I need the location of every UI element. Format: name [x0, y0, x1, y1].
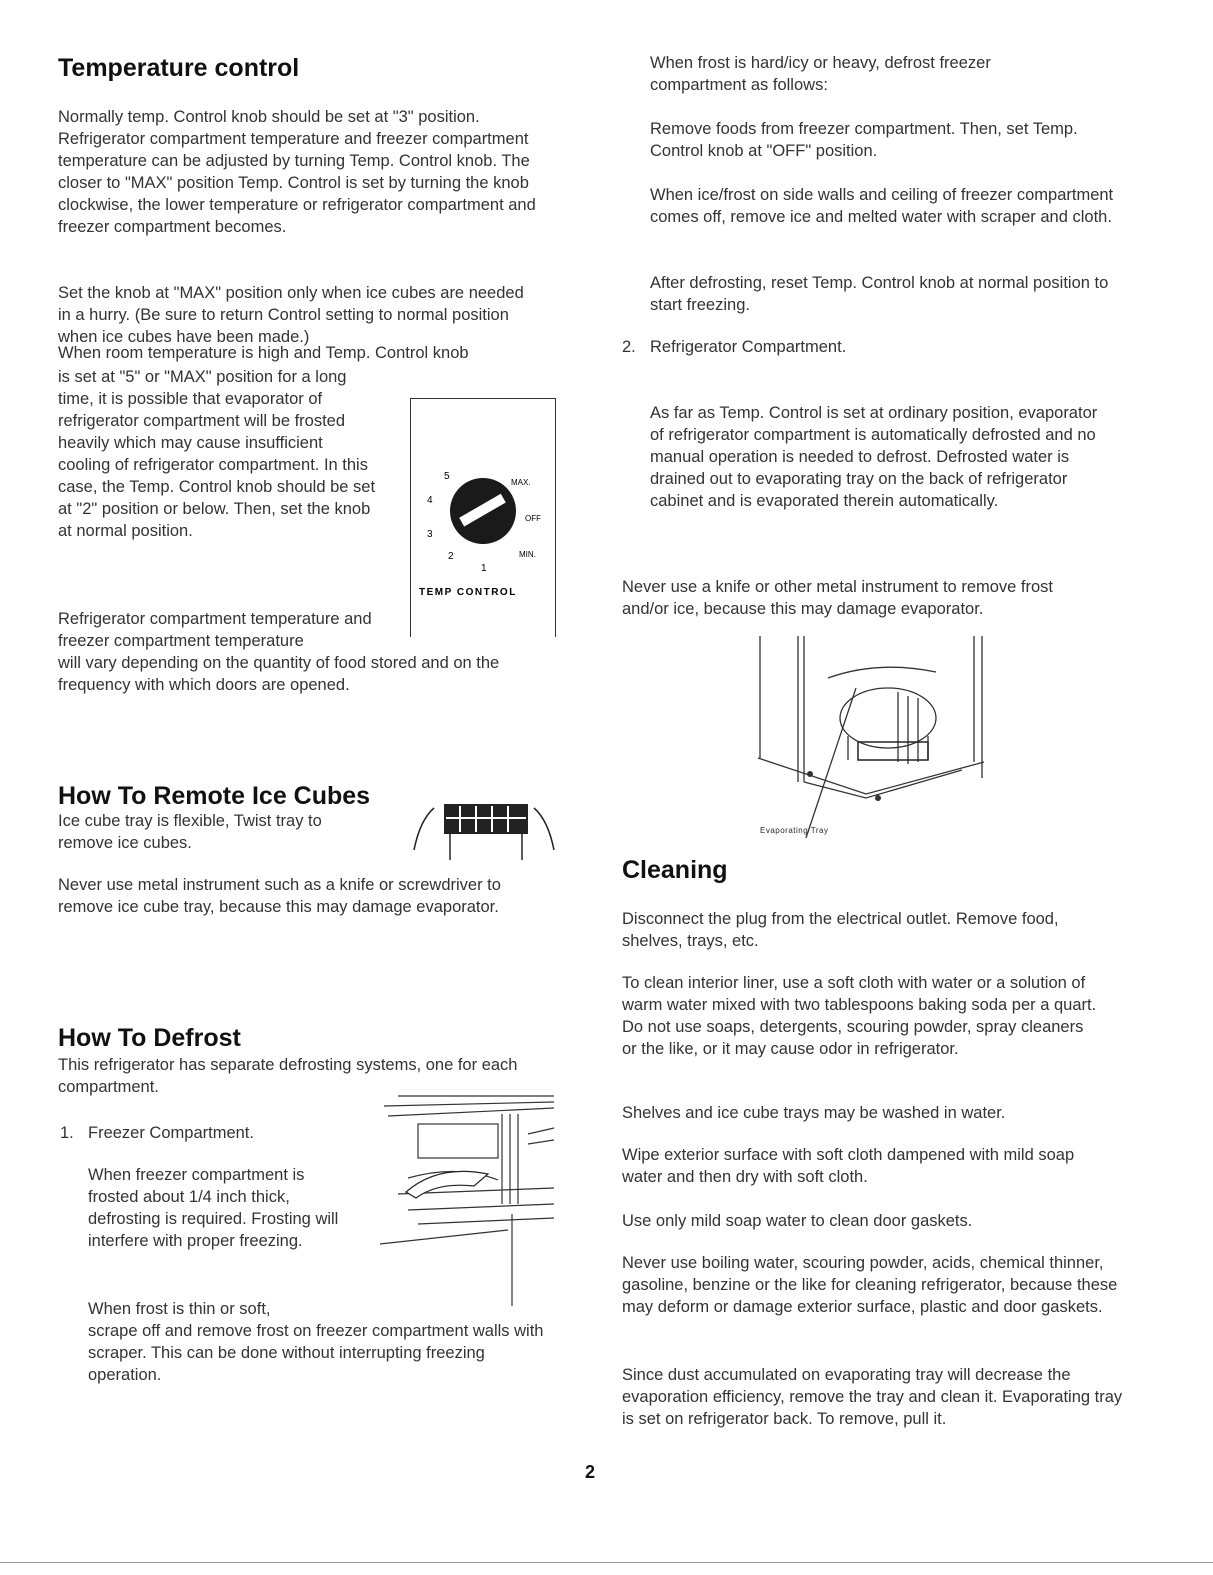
temp-para-2: Set the knob at "MAX" position only when ice cubes are needed in a hurry. (Be sure to return Control setting to normal position when ice cubes have been made.): [58, 284, 524, 346]
knob-mark-1: 1: [481, 563, 487, 574]
bottom-rule: [0, 1562, 1213, 1563]
right-para-hard-frost: When frost is hard/icy or heavy, defrost freezer compartment as follows:: [650, 54, 991, 94]
ice-tray-icon: [410, 790, 558, 866]
evaporating-tray-icon: [748, 632, 998, 842]
knob-mark-min: MIN.: [519, 550, 536, 559]
freezer-scraper-icon: [378, 1094, 556, 1306]
temp-para-3-narrow: is set at "5" or "MAX" position for a long time, it is possible that evaporator of refrigerator compartment will be frosted heavily which may cause insufficient cooling of refrigerator compartment. In this case, the Temp. Control knob should be set at "2" position or below. Then, set the knob at normal position.: [58, 368, 376, 540]
knob-mark-max: MAX.: [511, 478, 531, 487]
ice-tray-figure: [410, 790, 558, 866]
defrost-item-1-number: 1.: [60, 1124, 74, 1142]
page-number: 2: [585, 1462, 596, 1482]
cleaning-para-1: Disconnect the plug from the electrical outlet. Remove food, shelves, trays, etc.: [622, 910, 1059, 950]
defrost-item-2-para: As far as Temp. Control is set at ordinary position, evaporator of refrigerator compartment is automatically defrosted and no manual operation is needed to defrost. Defrosted water is drained out to evaporating tray on the back of refrigerator cabinet and is evaporated therein automatically.: [650, 404, 1098, 510]
defrost-item-2-number: 2.: [622, 338, 636, 356]
knob-mark-5: 5: [444, 471, 450, 482]
cleaning-para-6: Never use boiling water, scouring powder, acids, chemical thinner, gasoline, benzine or the like for cleaning refrigerator, because these may deform or damage exterior surface, plastic and door gaskets.: [622, 1254, 1118, 1316]
defrost-item-2-label: Refrigerator Compartment.: [650, 338, 847, 356]
knob-mark-off: OFF: [525, 514, 541, 523]
cleaning-para-7: Since dust accumulated on evaporating tray will decrease the evaporation efficiency, remove the tray and clean it. Evaporating tray is set on refrigerator back. To remove, pull it.: [622, 1366, 1123, 1428]
cleaning-para-2: To clean interior liner, use a soft cloth with water or a solution of warm water mixed with two tablespoons baking soda per a quart. Do not use soaps, detergents, scouring powder, spray cleaners or the like, or it may cause odor in refrigerator.: [622, 974, 1097, 1058]
temp-control-label: TEMP CONTROL: [419, 587, 517, 598]
temp-para-4-narrow: Refrigerator compartment temperature and freezer compartment temperature: [58, 610, 372, 650]
temp-para-1: Normally temp. Control knob should be set at "3" position. Refrigerator compartment temperature and freezer compartment temperature can be adjusted by turning Temp. Control knob. The closer to "MAX" position Temp. Control is set by turning the knob clockwise, the lower temperature or refrigerator compartment and freezer compartment becomes.: [58, 108, 536, 236]
cleaning-para-4: Wipe exterior surface with soft cloth dampened with mild soap water and then dry with soft cloth.: [622, 1146, 1075, 1186]
defrost-item-1-para-1: When freezer compartment is frosted about 1/4 inch thick, defrosting is required. Frosting will interfere with proper freezing.: [88, 1166, 339, 1250]
right-para-ice-frost: When ice/frost on side walls and ceiling of freezer compartment comes off, remove ice and melted water with scraper and cloth.: [650, 186, 1114, 226]
temp-control-figure: [410, 398, 556, 637]
right-para-remove-foods: Remove foods from freezer compartment. Then, set Temp. Control knob at "OFF" position.: [650, 120, 1078, 160]
ice-cubes-para-1: Ice cube tray is flexible, Twist tray to remove ice cubes.: [58, 812, 322, 852]
ice-cubes-title: How To Remote Ice Cubes: [58, 782, 371, 810]
knob-mark-2: 2: [448, 551, 454, 562]
temp-para-4-full: will vary depending on the quantity of food stored and on the frequency with which doors are opened.: [58, 654, 500, 694]
knob-mark-4: 4: [427, 495, 433, 506]
defrost-item-1-para-2b: scrape off and remove frost on freezer compartment walls with scraper. This can be done without interrupting freezing operation.: [88, 1322, 544, 1384]
cleaning-para-3: Shelves and ice cube trays may be washed in water.: [622, 1104, 1006, 1122]
defrost-item-1-label: Freezer Compartment.: [88, 1124, 254, 1142]
temp-para-3-full: When room temperature is high and Temp. Control knob: [58, 344, 469, 362]
temperature-control-title: Temperature control: [58, 54, 300, 82]
freezer-scraper-figure: [378, 1094, 556, 1306]
right-para-never-knife: Never use a knife or other metal instrument to remove frost and/or ice, because this may damage evaporator.: [622, 578, 1054, 618]
defrost-intro: This refrigerator has separate defrosting systems, one for each compartment.: [58, 1056, 518, 1096]
cleaning-title: Cleaning: [622, 856, 728, 884]
temp-control-knob-icon: [411, 399, 555, 637]
evaporating-tray-label: Evaporating Tray: [760, 826, 829, 835]
evaporating-tray-figure: [748, 632, 998, 842]
cleaning-para-5: Use only mild soap water to clean door gaskets.: [622, 1212, 973, 1230]
right-para-after-defrost: After defrosting, reset Temp. Control knob at normal position to start freezing.: [650, 274, 1109, 314]
knob-mark-3: 3: [427, 529, 433, 540]
ice-cubes-para-2: Never use metal instrument such as a knife or screwdriver to remove ice cube tray, because this may damage evaporator.: [58, 876, 501, 916]
defrost-title: How To Defrost: [58, 1024, 241, 1052]
defrost-item-1-para-2a: When frost is thin or soft,: [88, 1300, 271, 1318]
